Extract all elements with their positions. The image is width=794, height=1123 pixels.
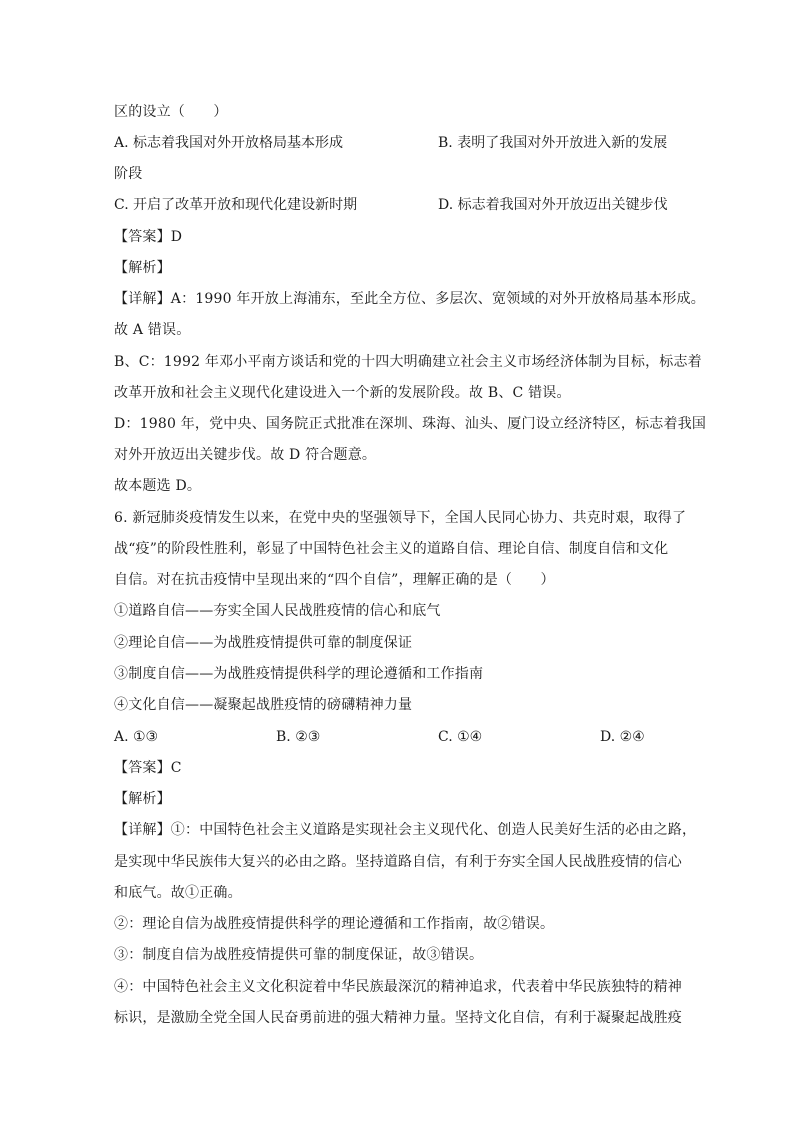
q5-detail-line: D：1980 年，党中央、国务院正式批准在深圳、珠海、汕头、厦门设立经济特区，标志着我国	[114, 416, 707, 432]
q6-stem-line: 战“疫”的阶段性胜利，彰显了中国特色社会主义的道路自信、理论自信、制度自信和文化	[114, 541, 669, 557]
q5-option-a: A. 标志着我国对外开放格局基本形成	[114, 135, 344, 151]
q5-detail-line: 故本题选 D。	[114, 478, 202, 494]
q5-option-d: D. 标志着我国对外开放迈出关键步伐	[438, 197, 668, 213]
q6-answer: 【答案】C	[114, 760, 182, 776]
q6-detail-line: 和底气。故①正确。	[114, 885, 242, 901]
q6-option-d: D. ②④	[600, 729, 645, 745]
q5-detail-line: B、C：1992 年邓小平南方谈话和党的十四大明确建立社会主义市场经济体制为目标，标志着	[114, 354, 702, 370]
q5-analysis-label: 【解析】	[114, 260, 171, 276]
q6-option-a: A. ①③	[114, 729, 159, 745]
q5-detail-line: 【详解】A：1990 年开放上海浦东，至此全方位、多层次、宽领域的对外开放格局基本形成。	[114, 291, 705, 307]
q5-option-b-continued: 阶段	[114, 166, 143, 182]
q5-detail-line: 对外开放迈出关键步伐。故 D 符合题意。	[114, 447, 377, 463]
q6-statement: ①道路自信——夯实全国人民战胜疫情的信心和底气	[114, 603, 441, 619]
q5-answer: 【答案】D	[114, 229, 183, 245]
q6-detail-line: 是实现中华民族伟大复兴的必由之路。坚持道路自信，有利于夯实全国人民战胜疫情的信心	[114, 854, 682, 870]
q6-stem-line: 自信。对在抗击疫情中呈现出来的“四个自信”，理解正确的是（ ）	[114, 572, 555, 588]
q6-detail-line: 【详解】①：中国特色社会主义道路是实现社会主义现代化、创造人民美好生活的必由之路，	[114, 822, 697, 838]
q6-statement: ③制度自信——为战胜疫情提供科学的理论遵循和工作指南	[114, 666, 484, 682]
q5-option-b: B. 表明了我国对外开放进入新的发展	[438, 135, 668, 151]
q6-statement: ④文化自信——凝聚起战胜疫情的磅礴精神力量	[114, 697, 413, 713]
q6-detail-line: ③：制度自信为战胜疫情提供可靠的制度保证，故③错误。	[114, 947, 484, 963]
q6-stem-line: 6. 新冠肺炎疫情发生以来，在党中央的坚强领导下，全国人民同心协力、共克时艰，取得了	[114, 510, 687, 526]
q5-detail-line: 改革开放和社会主义现代化建设进入一个新的发展阶段。故 B、C 错误。	[114, 385, 571, 401]
q5-option-c: C. 开启了改革开放和现代化建设新时期	[114, 197, 358, 213]
q6-analysis-label: 【解析】	[114, 791, 171, 807]
q6-detail-line: 标识，是激励全党全国人民奋勇前进的强大精神力量。坚持文化自信，有利于凝聚起战胜疫	[114, 1010, 682, 1026]
q6-option-b: B. ②③	[276, 729, 321, 745]
q5-detail-line: 故 A 错误。	[114, 322, 191, 338]
q6-statement: ②理论自信——为战胜疫情提供可靠的制度保证	[114, 635, 413, 651]
q6-detail-line: ④：中国特色社会主义文化积淀着中华民族最深沉的精神追求，代表着中华民族独特的精神	[114, 979, 682, 995]
q6-detail-line: ②：理论自信为战胜疫情提供科学的理论遵循和工作指南，故②错误。	[114, 916, 555, 932]
q6-option-c: C. ①④	[438, 729, 483, 745]
q5-stem-tail: 区的设立（ ）	[114, 104, 228, 120]
